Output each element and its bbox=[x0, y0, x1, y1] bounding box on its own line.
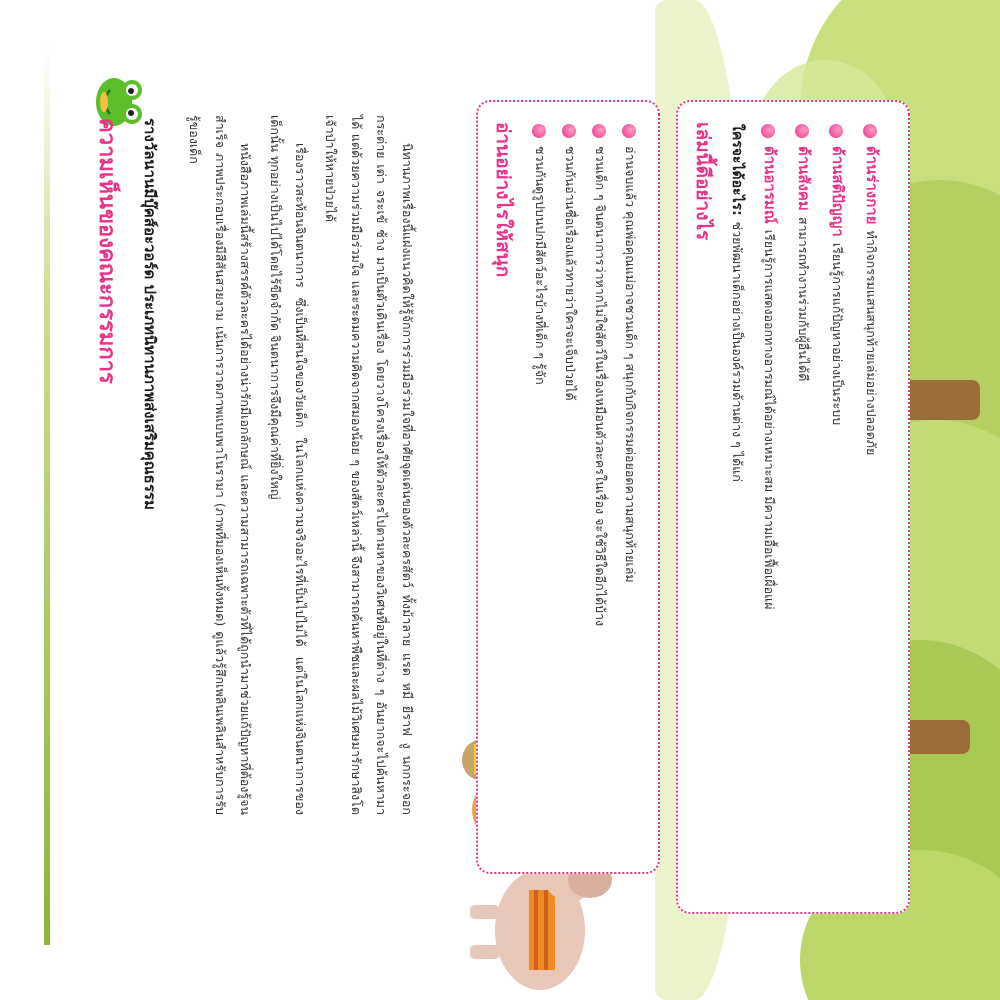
benefit-item: ด้านอารมณ์เรียนรู้การแสดงออกทางอารมณ์ได้อย่างเหมาะสม มีความเอื้อเฟื้อเผื่อแผ่ bbox=[758, 124, 782, 610]
reading-tips-title: อ่านอย่างไรให้สนุก bbox=[492, 122, 514, 278]
benefit-item: ด้านสติปัญญาเรียนรู้การแก้ปัญหาอย่างเป็นระบบ bbox=[826, 124, 850, 425]
pink-berry-bullet-icon bbox=[830, 124, 844, 138]
benefit-item: ด้านร่างกายทำกิจกรรมแสนสนุกท้ายเล่มอย่างปลอดภัย bbox=[860, 124, 884, 455]
pink-berry-bullet-icon bbox=[762, 124, 776, 138]
pink-berry-bullet-icon bbox=[533, 124, 547, 138]
review-paragraph: หนังสือภาพเล่มนี้สร้างสรรค์ตัวละครได้อย่างน่ารักมีเอกลักษณ์ และความสามารถเฉพาะตัวที่ได้ถูกนำมาช่วยแก้ปัญหาที่ต้องรู้จนสำเร็จ ภาพประกอบเรื่องมีสีสันสวยงาม เน้นการวาดภาพแบบพาโนรามา (ภาพที่มองเห็นทั้งหมด) ดูแล้วรู้สึกเพลินเพลินสำหรับการรับรู้ของเด็ก bbox=[187, 115, 254, 815]
reading-tip-item: ชวนกันดูรูปบนปกมีสัตว์อะไรบ้างที่เด็ก ๆ รู้จัก bbox=[530, 124, 550, 385]
pink-berry-bullet-icon bbox=[563, 124, 577, 138]
benefits-lead: ใครจะได้อะไร:ช่วยพัฒนาเด็กอย่างเป็นองค์รวมด้านต่าง ๆ ได้แก่ bbox=[729, 124, 745, 482]
review-paragraph: เรื่องราวสะท้อนจินตนาการ ซึ่งเป็นที่สนใจของวัยเด็ก ในโลกแห่งความจริงอะไรที่เป็นไปไม่ได้ แต่ในโลกแห่งจินตนาการของเด็กนั้น ทุกอย่างเป็นไปได้โดยไร้ขีดจำกัด จินตนาการจึงมีคุณค่าที่ยิ่งใหญ่ bbox=[267, 115, 309, 815]
pink-berry-bullet-icon bbox=[593, 124, 607, 138]
pink-berry-bullet-icon bbox=[864, 124, 878, 138]
reading-tip-item: อ่านจบแล้ว คุณพ่อคุณแม่อาจชวนเด็ก ๆ สนุกกับกิจกรรมต่อยอดความสนุกท้ายเล่ม bbox=[620, 124, 640, 583]
reading-tips-box bbox=[476, 100, 660, 874]
book-benefits-title: เล่มนี้ดีอย่างไร bbox=[692, 122, 714, 241]
review-body bbox=[177, 115, 420, 815]
benefit-item: ด้านสังคมสามารถทำงานร่วมกับผู้อื่นได้ดี bbox=[792, 124, 816, 381]
page-title: ความเห็นของคณะกรรมการ bbox=[94, 118, 119, 384]
top-accent-bar bbox=[44, 45, 50, 945]
reading-tip-item: ชวนกันอ่านชื่อเรื่องแล้วทายว่าใครจะเจ็บป่วยได้ bbox=[560, 124, 580, 401]
reading-tip-item: ชวนเด็ก ๆ จินตนาการว่าหากไม่ใช่สัตว์ในเรื่องเหมือนตัวละครในเรื่อง จะใช้วิธีใดอีกได้บ้าง bbox=[590, 124, 610, 626]
pink-berry-bullet-icon bbox=[796, 124, 810, 138]
book-benefits-box bbox=[676, 100, 910, 914]
pink-berry-bullet-icon bbox=[623, 124, 637, 138]
review-paragraph: นิทานภาพเรื่องนี้แฝงแนวคิดให้รู้จักการร่วมมือร่วมใจที่อาศัยจุดเด่นของตัวละครสัตว์ ทั้งม้าลาย แรด หมี ยีราฟ งู นกกระจอก กระต่าย เต่า จระเข้ ช้าง มาเป็นตัวเดินเรื่อง โดยวางโครงเรื่องให้ตัวละครไปตามหาของวิเศษที่อยู่ในที่ต่าง ๆ อันยากจะไปค้นหามาได้ แต่ด้วยความร่วมมือร่วมใจ และระดมความคิดจากสมองน้อย ๆ ของสัตว์เหล่านี้ จึงสามารถค้นหาพืชและผลไม้วิเศษมารักษาสิงโตเจ้าป่าให้หายป่วยได้ bbox=[323, 115, 415, 815]
page-subtitle: รางวัลนานมีบุ๊คส์อะวอร์ด ประเภทนิทานภาพส่งเสริมคุณธรรม bbox=[141, 118, 159, 510]
